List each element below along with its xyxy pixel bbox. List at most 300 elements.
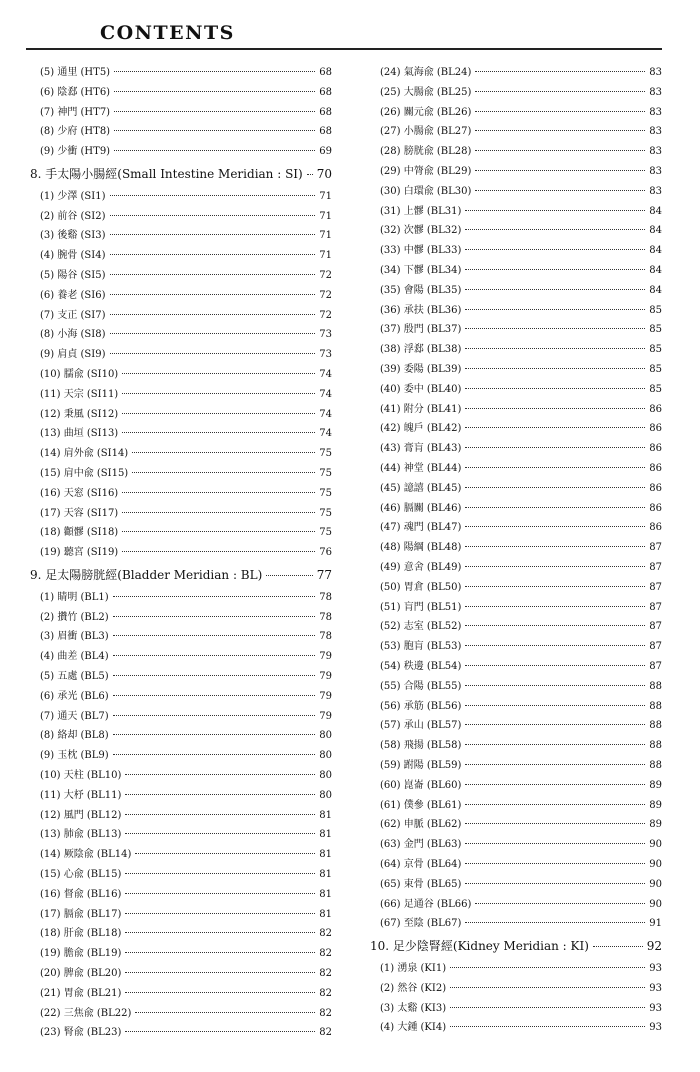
toc-entry xyxy=(370,818,662,832)
toc-page-number: 88 xyxy=(649,720,662,732)
dot-leader xyxy=(110,353,316,354)
toc-entry xyxy=(30,309,332,323)
toc-entry-label: (65) 束骨 (BL65) xyxy=(380,878,462,890)
dot-leader xyxy=(113,635,316,636)
toc-page-number: 82 xyxy=(319,987,332,999)
toc-entry-label: (61) 僕參 (BL61) xyxy=(380,799,462,811)
dot-leader xyxy=(125,774,315,775)
toc-page-number: 84 xyxy=(649,225,662,237)
toc-entry-label: (4) 腕骨 (SI4) xyxy=(40,250,106,262)
toc-entry xyxy=(30,328,332,342)
toc-entry xyxy=(30,729,332,743)
toc-page-number: 84 xyxy=(649,284,662,296)
dot-leader xyxy=(465,883,645,884)
toc-entry xyxy=(30,1026,332,1040)
toc-entry-label: (27) 小腸兪 (BL27) xyxy=(380,126,472,138)
toc-page-number: 81 xyxy=(319,908,332,920)
dot-leader xyxy=(135,853,315,854)
toc-entry-label: (17) 膈兪 (BL17) xyxy=(40,908,122,920)
toc-entry xyxy=(30,611,332,625)
toc-entry-label: (3) 眉衝 (BL3) xyxy=(40,631,109,643)
dot-leader xyxy=(465,665,645,666)
dot-leader xyxy=(475,903,645,904)
toc-page-number: 89 xyxy=(649,799,662,811)
toc-page-number: 82 xyxy=(319,928,332,940)
toc-entry-label: (4) 曲差 (BL4) xyxy=(40,651,109,663)
dot-leader xyxy=(122,551,315,552)
toc-entry-label: (51) 肓門 (BL51) xyxy=(380,601,462,613)
toc-entry-label: (9) 少衝 (HT9) xyxy=(40,146,111,158)
toc-entry-label: (12) 風門 (BL12) xyxy=(40,809,122,821)
toc-entry-label: (10) 臑兪 (SI10) xyxy=(40,369,119,380)
toc-entry xyxy=(370,700,662,714)
toc-page-number: 71 xyxy=(319,210,332,222)
toc-entry-label: (6) 養老 (SI6) xyxy=(40,289,106,301)
dot-leader xyxy=(475,91,645,92)
toc-page-number: 74 xyxy=(319,369,332,380)
toc-page-number: 74 xyxy=(319,408,332,420)
dot-leader xyxy=(465,328,645,329)
toc-entry-label: (49) 意舍 (BL49) xyxy=(380,562,462,573)
toc-page-number: 87 xyxy=(649,542,662,554)
toc-entry xyxy=(370,442,662,456)
toc-entry-label: (53) 胞肓 (BL53) xyxy=(380,641,462,653)
toc-page-number: 71 xyxy=(319,250,332,262)
dot-leader xyxy=(114,111,315,112)
dot-leader xyxy=(465,368,645,369)
toc-page-number: 87 xyxy=(649,601,662,613)
toc-entry-label: (6) 陰郄 (HT6) xyxy=(40,86,111,98)
dot-leader xyxy=(465,348,645,349)
toc-page-number: 88 xyxy=(649,760,662,771)
toc-entry-label: (42) 魄戶 (BL42) xyxy=(380,423,462,435)
dot-leader xyxy=(465,685,645,686)
toc-entry-label: (19) 聽宮 (SI19) xyxy=(40,547,119,559)
toc-page-number: 89 xyxy=(649,779,662,791)
dot-leader xyxy=(465,645,645,646)
toc-entry xyxy=(370,1002,662,1016)
toc-entry xyxy=(370,125,662,139)
dot-leader xyxy=(465,408,645,409)
toc-entry xyxy=(370,165,662,179)
toc-entry xyxy=(30,1007,332,1021)
toc-entry-label: (10) 天柱 (BL10) xyxy=(40,770,122,781)
toc-entry-label: (2) 攢竹 (BL2) xyxy=(40,611,109,623)
dot-leader xyxy=(113,754,316,755)
toc-entry-label: (7) 神門 (HT7) xyxy=(40,106,111,118)
toc-entry xyxy=(370,601,662,615)
toc-entry xyxy=(30,967,332,981)
dot-leader xyxy=(465,546,645,547)
toc-entry-label: (38) 浮郄 (BL38) xyxy=(380,344,462,356)
toc-page-number: 91 xyxy=(649,918,662,930)
toc-entry-label: (3) 後谿 (SI3) xyxy=(40,230,106,242)
toc-page-number: 73 xyxy=(319,329,332,341)
dot-leader xyxy=(110,294,316,295)
dot-leader xyxy=(110,215,316,216)
toc-page-number: 79 xyxy=(319,651,332,663)
toc-entry xyxy=(30,229,332,243)
dot-leader xyxy=(122,492,315,493)
toc-entry xyxy=(30,467,332,481)
toc-entry-label: (5) 陽谷 (SI5) xyxy=(40,270,106,281)
toc-page-number: 78 xyxy=(319,631,332,643)
dot-leader xyxy=(110,314,316,315)
dot-leader xyxy=(465,764,645,765)
toc-page-number: 87 xyxy=(649,581,662,593)
toc-entry-label: (28) 膀胱兪 (BL28) xyxy=(380,146,472,158)
toc-entry-label: (1) 湧泉 (KI1) xyxy=(380,963,447,974)
dot-leader xyxy=(475,170,645,171)
toc-page-number: 75 xyxy=(319,448,332,460)
toc-page-number: 83 xyxy=(649,106,662,118)
toc-entry-label: (54) 秩邊 (BL54) xyxy=(380,661,462,672)
toc-entry-label: (37) 殷門 (BL37) xyxy=(380,324,462,336)
toc-entry xyxy=(30,269,332,283)
dot-leader xyxy=(475,111,645,112)
dot-leader xyxy=(465,625,645,626)
dot-leader xyxy=(266,575,312,576)
toc-page-number: 79 xyxy=(319,710,332,722)
toc-entry xyxy=(30,630,332,644)
toc-entry-label: (13) 肺兪 (BL13) xyxy=(40,829,122,841)
toc-page-number: 72 xyxy=(319,289,332,301)
toc-page-number: 88 xyxy=(649,680,662,692)
toc-page-number: 85 xyxy=(649,304,662,316)
toc-entry-label: (16) 天窓 (SI16) xyxy=(40,487,119,499)
toc-entry-label: (18) 顴髎 (SI18) xyxy=(40,527,119,539)
toc-entry-label: (6) 承光 (BL6) xyxy=(40,690,109,702)
dot-leader xyxy=(114,130,315,131)
toc-page-number: 86 xyxy=(649,502,662,514)
dot-leader xyxy=(113,695,316,696)
toc-entry-label: (47) 魂門 (BL47) xyxy=(380,522,462,534)
toc-page-number: 78 xyxy=(319,591,332,603)
toc-entry xyxy=(30,868,332,882)
toc-entry-label: (12) 秉風 (SI12) xyxy=(40,408,119,420)
toc-entry-label: (56) 承筋 (BL56) xyxy=(380,700,462,712)
toc-page-number: 77 xyxy=(316,568,332,582)
dot-leader xyxy=(450,987,645,988)
toc-entry-label: (9) 玉枕 (BL9) xyxy=(40,750,109,762)
toc-entry-label: (34) 下髎 (BL34) xyxy=(380,265,462,276)
dot-leader xyxy=(122,393,315,394)
toc-entry xyxy=(370,422,662,436)
toc-page-number: 80 xyxy=(319,789,332,801)
toc-page-number: 83 xyxy=(649,185,662,197)
toc-entry xyxy=(370,284,662,298)
dot-leader xyxy=(122,432,315,433)
toc-entry xyxy=(370,462,662,476)
toc-section-heading xyxy=(370,939,662,953)
toc-page-number: 80 xyxy=(319,770,332,781)
toc-page-number: 93 xyxy=(649,982,662,994)
toc-page-number: 90 xyxy=(649,839,662,851)
toc-entry xyxy=(370,224,662,238)
toc-page-number: 70 xyxy=(316,167,333,181)
toc-entry-label: (45) 譩譆 (BL45) xyxy=(380,482,462,494)
toc-page-number: 83 xyxy=(649,67,662,78)
toc-page-number: 81 xyxy=(319,869,332,880)
toc-entry xyxy=(370,799,662,813)
toc-entry-label: (8) 絡却 (BL8) xyxy=(40,730,109,742)
dot-leader xyxy=(125,873,315,874)
toc-page-number: 93 xyxy=(649,963,662,974)
toc-page-number: 68 xyxy=(319,67,332,78)
dot-leader xyxy=(450,1007,645,1008)
toc-entry-label: (3) 太谿 (KI3) xyxy=(380,1002,447,1014)
toc-page-number: 83 xyxy=(649,166,662,177)
dot-leader xyxy=(475,190,645,191)
toc-page-number: 84 xyxy=(649,265,662,276)
toc-entry xyxy=(370,323,662,337)
toc-page-number: 90 xyxy=(649,878,662,890)
toc-entry xyxy=(30,447,332,461)
dot-leader xyxy=(113,616,316,617)
toc-entry xyxy=(370,858,662,872)
dot-leader xyxy=(113,596,316,597)
toc-entry xyxy=(30,145,332,159)
toc-entry-label: 9. 足太陽膀胱經(Bladder Meridian : BL) xyxy=(30,568,263,582)
toc-entry xyxy=(370,185,662,199)
toc-entry xyxy=(370,521,662,535)
dot-leader xyxy=(113,715,316,716)
toc-page-number: 78 xyxy=(319,611,332,623)
toc-entry xyxy=(370,719,662,733)
toc-section-heading xyxy=(30,568,332,582)
toc-entry-label: (59) 跗陽 (BL59) xyxy=(380,760,462,771)
toc-entry-label: (67) 至陰 (BL67) xyxy=(380,918,462,930)
toc-entry xyxy=(30,388,332,402)
toc-page-number: 86 xyxy=(649,403,662,415)
toc-page-number: 82 xyxy=(319,1027,332,1039)
toc-page-number: 93 xyxy=(649,1022,662,1034)
toc-entry-label: (62) 申脈 (BL62) xyxy=(380,819,462,831)
toc-page-number: 79 xyxy=(319,690,332,702)
toc-entry xyxy=(370,482,662,496)
toc-entry xyxy=(30,546,332,560)
toc-page-number: 83 xyxy=(649,86,662,98)
toc-page-number: 74 xyxy=(319,428,332,440)
toc-page-number: 76 xyxy=(319,547,332,559)
toc-entry xyxy=(370,680,662,694)
toc-entry-label: (7) 支正 (SI7) xyxy=(40,309,106,321)
toc-entry-label: (15) 肩中兪 (SI15) xyxy=(40,468,129,479)
dot-leader xyxy=(475,71,645,72)
toc-entry xyxy=(30,526,332,540)
toc-entry xyxy=(370,581,662,595)
toc-entry xyxy=(370,898,662,912)
dot-leader xyxy=(125,972,315,973)
toc-entry-label: (11) 天宗 (SI11) xyxy=(40,388,119,400)
toc-entry xyxy=(30,190,332,204)
dot-leader xyxy=(465,705,645,706)
toc-entry-label: (8) 少府 (HT8) xyxy=(40,126,111,138)
toc-entry xyxy=(370,838,662,852)
toc-entry-label: (35) 會陽 (BL35) xyxy=(380,284,462,296)
toc-page-number: 68 xyxy=(319,126,332,138)
toc-page-number: 82 xyxy=(319,1007,332,1019)
toc-entry-label: (58) 飛揚 (BL58) xyxy=(380,740,462,752)
toc-entry xyxy=(30,650,332,664)
toc-entry-label: (2) 前谷 (SI2) xyxy=(40,210,106,222)
toc-entry xyxy=(370,1021,662,1035)
toc-page-number: 83 xyxy=(649,146,662,158)
dot-leader xyxy=(125,893,315,894)
dot-leader xyxy=(465,427,645,428)
dot-leader xyxy=(110,333,316,334)
toc-entry xyxy=(30,368,332,382)
dot-leader xyxy=(465,922,645,923)
toc-entry xyxy=(30,809,332,823)
dot-leader xyxy=(465,229,645,230)
toc-entry-label: (5) 通里 (HT5) xyxy=(40,67,111,78)
toc-entry-label: (33) 中髎 (BL33) xyxy=(380,245,462,257)
dot-leader xyxy=(132,472,315,473)
toc-entry xyxy=(370,244,662,258)
toc-page-number: 81 xyxy=(319,829,332,841)
toc-entry-label: (66) 足通谷 (BL66) xyxy=(380,898,472,910)
dot-leader xyxy=(465,210,645,211)
dot-leader xyxy=(114,71,315,72)
toc-page-number: 83 xyxy=(649,126,662,138)
toc-entry xyxy=(370,304,662,318)
toc-entry-label: (60) 崑崙 (BL60) xyxy=(380,779,462,791)
toc-entry xyxy=(30,249,332,263)
toc-entry xyxy=(370,878,662,892)
dot-leader xyxy=(465,388,645,389)
toc-entry-label: (20) 脾兪 (BL20) xyxy=(40,968,122,979)
toc-entry-label: (43) 膏肓 (BL43) xyxy=(380,443,462,455)
dot-leader xyxy=(465,566,645,567)
dot-leader xyxy=(465,487,645,488)
toc-entry-label: 8. 手太陽小腸經(Small Intestine Meridian : SI) xyxy=(30,167,303,181)
toc-page-number: 74 xyxy=(319,388,332,400)
toc-entry xyxy=(370,403,662,417)
dot-leader xyxy=(125,794,315,795)
toc-page-number: 73 xyxy=(319,349,332,361)
dot-leader xyxy=(465,724,645,725)
toc-entry xyxy=(370,561,662,575)
toc-page-number: 81 xyxy=(319,888,332,900)
toc-entry xyxy=(370,86,662,100)
toc-entry xyxy=(370,343,662,357)
toc-entry-label: (1) 少澤 (SI1) xyxy=(40,190,106,202)
toc-page-number: 92 xyxy=(646,939,662,954)
toc-entry-label: (18) 肝兪 (BL18) xyxy=(40,928,122,940)
toc-entry-label: (21) 胃兪 (BL21) xyxy=(40,987,122,999)
dot-leader xyxy=(122,373,315,374)
toc-entry xyxy=(30,710,332,724)
dot-leader xyxy=(465,289,645,290)
toc-entry-label: (13) 曲垣 (SI13) xyxy=(40,428,119,440)
toc-entry xyxy=(370,982,662,996)
dot-leader xyxy=(125,1031,315,1032)
dot-leader xyxy=(465,309,645,310)
toc-entry xyxy=(370,363,662,377)
dot-leader xyxy=(110,195,316,196)
toc-entry xyxy=(370,620,662,634)
dot-leader xyxy=(475,150,645,151)
toc-entry-label: (5) 五處 (BL5) xyxy=(40,671,109,682)
dot-leader xyxy=(113,675,316,676)
toc-page-number: 84 xyxy=(649,205,662,217)
toc-entry xyxy=(30,408,332,422)
toc-entry xyxy=(30,789,332,803)
dot-leader xyxy=(125,913,315,914)
toc-entry xyxy=(30,427,332,441)
toc-page-number: 87 xyxy=(649,641,662,653)
toc-entry xyxy=(30,690,332,704)
dot-leader xyxy=(450,967,645,968)
toc-entry-label: (23) 腎兪 (BL23) xyxy=(40,1027,122,1039)
dot-leader xyxy=(125,932,315,933)
toc-entry xyxy=(30,86,332,100)
page-title: CONTENTS xyxy=(100,22,235,44)
toc-entry-label: (44) 神堂 (BL44) xyxy=(380,463,462,474)
toc-page-number: 85 xyxy=(649,324,662,336)
toc-entry xyxy=(370,962,662,976)
dot-leader xyxy=(465,447,645,448)
toc-page-number: 88 xyxy=(649,700,662,712)
toc-entry xyxy=(30,927,332,941)
toc-entry-label: (57) 承山 (BL57) xyxy=(380,720,462,732)
toc-page-number: 72 xyxy=(319,270,332,281)
toc-entry xyxy=(30,670,332,684)
dot-leader xyxy=(465,249,645,250)
toc-page-number: 93 xyxy=(649,1002,662,1014)
toc-page-number: 85 xyxy=(649,364,662,375)
toc-page-number: 69 xyxy=(319,146,332,158)
toc-entry xyxy=(370,541,662,555)
toc-page-number: 90 xyxy=(649,859,662,870)
toc-entry xyxy=(370,917,662,931)
toc-entry-label: (36) 承扶 (BL36) xyxy=(380,304,462,316)
dot-leader xyxy=(114,91,315,92)
toc-entry-label: (7) 通天 (BL7) xyxy=(40,710,109,722)
dot-leader xyxy=(593,946,643,947)
toc-entry xyxy=(30,487,332,501)
toc-entry-label: (40) 委中 (BL40) xyxy=(380,383,462,395)
dot-leader xyxy=(465,467,645,468)
dot-leader xyxy=(114,150,315,151)
toc-page-number: 87 xyxy=(649,661,662,672)
toc-page-number: 75 xyxy=(319,487,332,499)
dot-leader xyxy=(110,254,316,255)
toc-page-number: 81 xyxy=(319,809,332,821)
toc-entry-label: (25) 大腸兪 (BL25) xyxy=(380,86,472,98)
toc-entry-label: (55) 合陽 (BL55) xyxy=(380,680,462,692)
toc-entry xyxy=(370,779,662,793)
toc-entry xyxy=(370,640,662,654)
toc-entry xyxy=(30,106,332,120)
toc-entry xyxy=(30,507,332,521)
dot-leader xyxy=(465,823,645,824)
toc-entry-label: (8) 小海 (SI8) xyxy=(40,329,106,341)
toc-entry xyxy=(30,888,332,902)
toc-entry xyxy=(370,145,662,159)
toc-entry-label: (4) 大鍾 (KI4) xyxy=(380,1022,447,1034)
toc-entry-label: 10. 足少陰腎經(Kidney Meridian : KI) xyxy=(370,939,589,954)
dot-leader xyxy=(465,784,645,785)
toc-entry xyxy=(30,210,332,224)
toc-entry-label: (30) 白環兪 (BL30) xyxy=(380,185,472,197)
dot-leader xyxy=(125,992,315,993)
toc-page-number: 86 xyxy=(649,443,662,455)
toc-entry xyxy=(30,125,332,139)
toc-entry-label: (24) 氣海兪 (BL24) xyxy=(380,67,472,78)
toc-entry xyxy=(30,66,332,80)
